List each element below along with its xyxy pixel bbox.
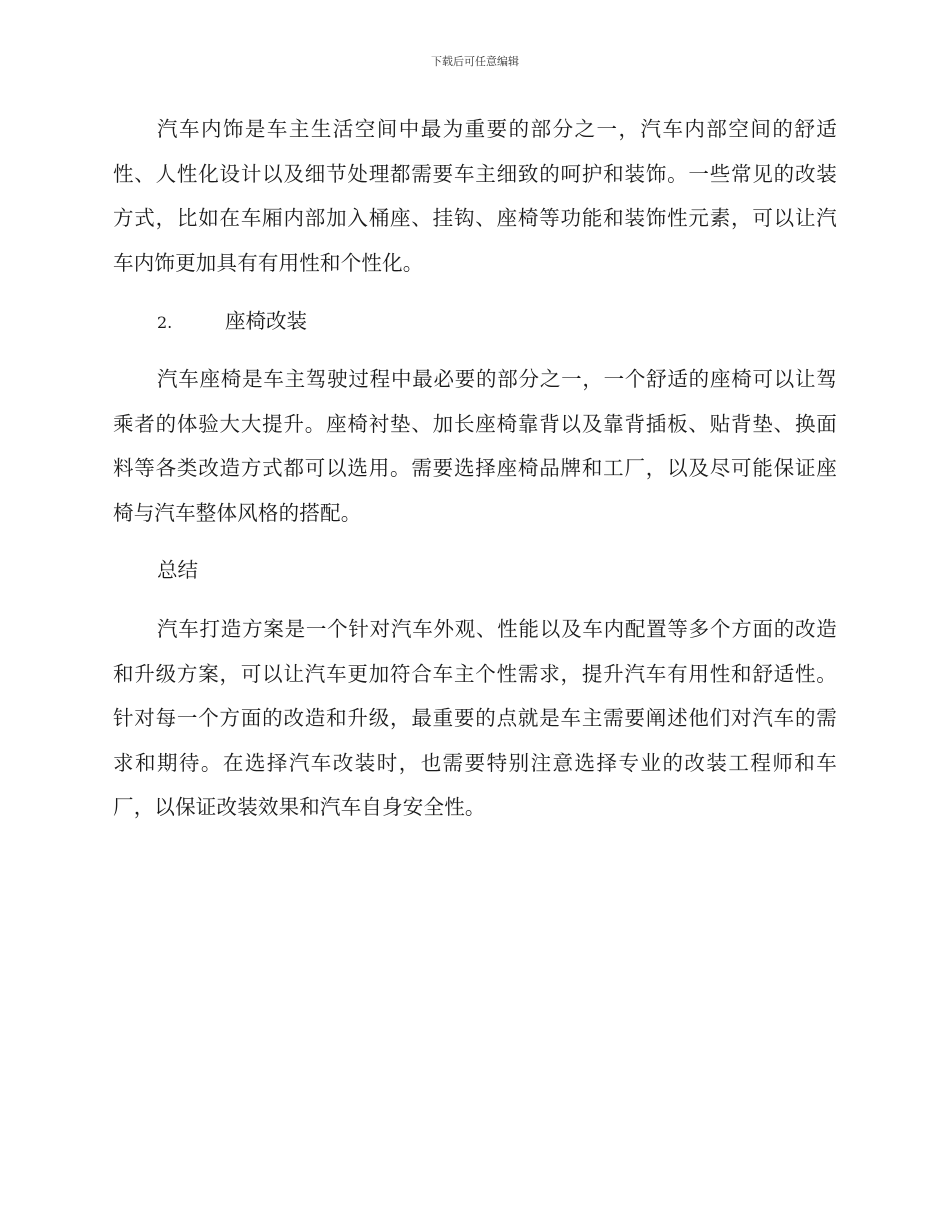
heading-title: 座椅改装 [225,309,307,333]
section-heading-seat [113,299,837,346]
section-heading-summary [113,548,837,593]
paragraph-text: 汽车打造方案是一个针对汽车外观、性能以及车内配置等多个方面的改造和升级方案，可以让汽车更加符合车主个性需求，提升汽车有用性和舒适性。针对每一个方面的改造和升级，最重要的点就是车主需要阐述他们对汽车的需求和期待。在选择汽车改装时，也需要特别注意选择专业的改装工程师和车厂，以保证改装效果和汽车自身安全性。 [113,617,837,820]
heading-number: 2. [157,313,173,332]
paragraph-summary [113,607,837,830]
page-header: 下载后可任意编辑 [431,55,519,68]
paragraph-seat [113,357,837,535]
paragraph-interior [113,107,837,285]
heading-title: 总结 [157,558,198,582]
paragraph-text: 汽车座椅是车主驾驶过程中最必要的部分之一，一个舒适的座椅可以让驾乘者的体验大大提升。座椅衬垫、加长座椅靠背以及靠背插板、贴背垫、换面料等各类改造方式都可以选用。需要选择座椅品牌和工厂，以及尽可能保证座椅与汽车整体风格的搭配。 [113,367,837,525]
paragraph-text: 汽车内饰是车主生活空间中最为重要的部分之一，汽车内部空间的舒适性、人性化设计以及细节处理都需要车主细致的呵护和装饰。一些常见的改装方式，比如在车厢内部加入桶座、挂钩、座椅等功能和装饰性元素，可以让汽车内饰更加具有有用性和个性化。 [113,117,837,275]
